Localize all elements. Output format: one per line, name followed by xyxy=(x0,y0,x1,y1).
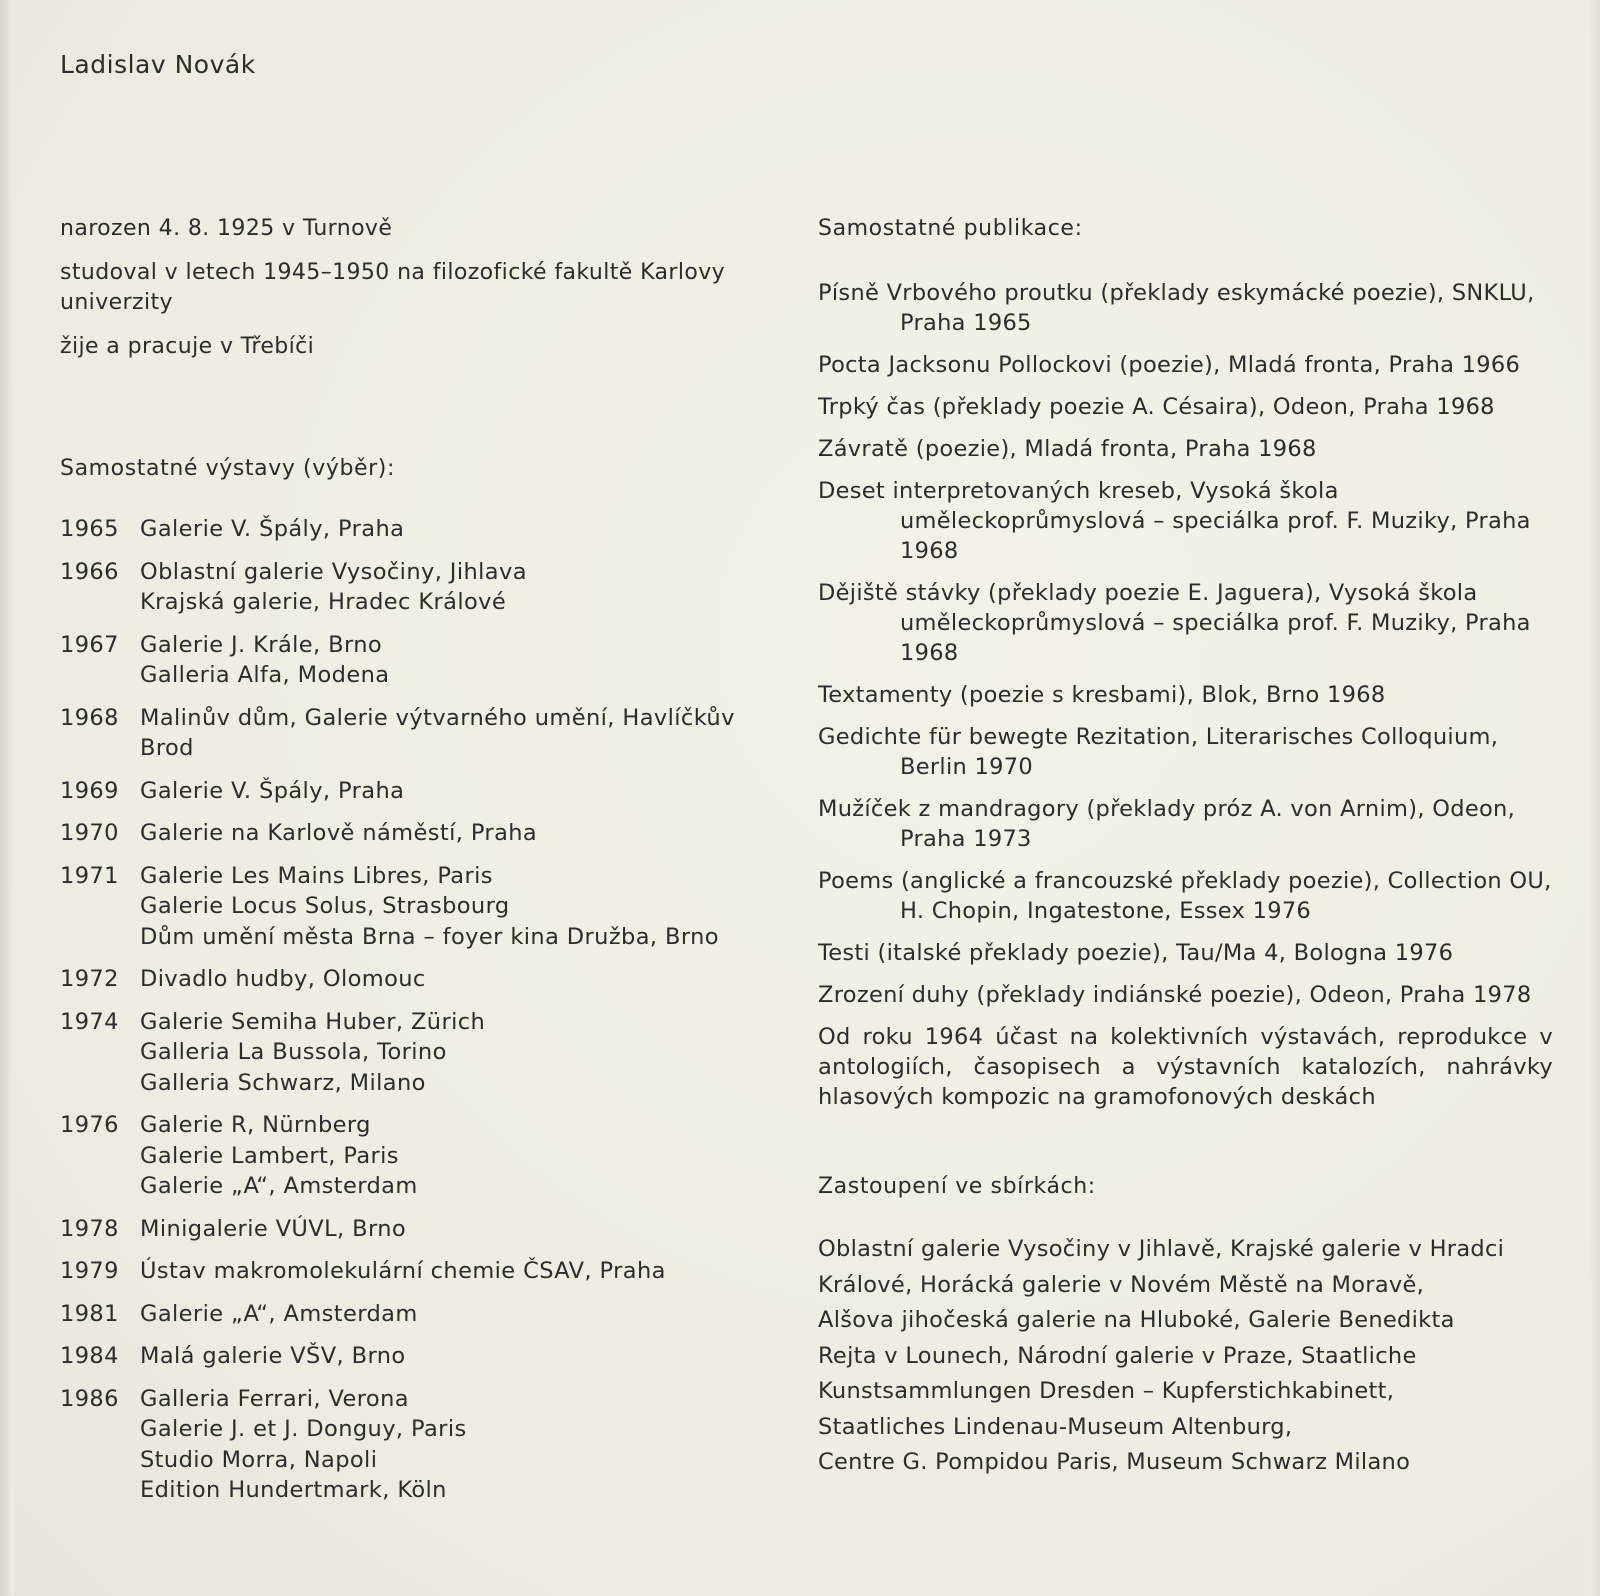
exhibition-row xyxy=(60,964,790,995)
exhibition-place: Galleria Ferrari, Verona xyxy=(140,1385,409,1412)
exhibition-place: Malá galerie VŠV, Brno xyxy=(140,1343,406,1369)
exhibition-places xyxy=(140,1299,790,1330)
publication-item: Textamenty (poezie s kresbami), Blok, Brno 1968 xyxy=(818,682,1386,708)
exhibition-year: 1966 xyxy=(60,558,119,585)
exhibition-year: 1971 xyxy=(60,862,119,889)
exhibition-place: Studio Morra, Napoli xyxy=(140,1446,378,1473)
exhibition-place: Galerie J. et J. Donguy, Paris xyxy=(140,1416,467,1442)
exhibition-row xyxy=(60,861,790,953)
exhibition-place: Galerie „A“, Amsterdam xyxy=(140,1300,418,1327)
collections-line: Rejta v Lounech, Národní galerie v Praze, Staatliche xyxy=(818,1342,1417,1369)
exhibition-year: 1981 xyxy=(60,1300,119,1327)
exhibition-places xyxy=(140,557,790,618)
left-column xyxy=(60,214,790,1518)
exhibition-year: 1969 xyxy=(60,777,119,804)
exhibition-place: Galerie R, Nürnberg xyxy=(140,1112,371,1138)
exhibitions-list xyxy=(60,514,790,1506)
exhibition-place: Dům umění města Brna – foyer kina Družba, Brno xyxy=(140,923,719,950)
right-column xyxy=(818,214,1553,1481)
publication-item: Poems (anglické a francouzské překlady poezie), Collection OU, H. Chopin, Ingatestone, Essex 1976 xyxy=(818,868,1552,924)
exhibition-year: 1970 xyxy=(60,820,119,846)
author-name: Ladislav Novák xyxy=(60,50,256,79)
exhibition-place: Galerie Lambert, Paris xyxy=(140,1142,399,1169)
exhibition-year: 1976 xyxy=(60,1112,119,1138)
exhibition-place: Galerie J. Krále, Brno xyxy=(140,631,383,658)
exhibition-year: 1984 xyxy=(60,1343,119,1369)
biography xyxy=(60,214,790,362)
collections-line: Králové, Horácká galerie v Novém Městě na Moravě, xyxy=(818,1271,1425,1298)
exhibition-places xyxy=(140,776,790,807)
exhibition-year: 1968 xyxy=(60,704,119,731)
publication-item: Deset interpretovaných kreseb, Vysoká škola uměleckoprůmyslová – speciálka prof. F. Muziky, Praha 1968 xyxy=(818,478,1531,564)
exhibition-places xyxy=(140,818,790,849)
exhibition-place: Divadlo hudby, Olomouc xyxy=(140,966,426,992)
exhibition-year: 1972 xyxy=(60,966,119,992)
exhibition-place: Malinův dům, Galerie výtvarného umění, Havlíčkův Brod xyxy=(140,704,735,761)
exhibition-row xyxy=(60,703,790,764)
bio-lives: žije a pracuje v Třebíči xyxy=(60,334,315,359)
collections-line: Oblastní galerie Vysočiny v Jihlavě, Krajské galerie v Hradci xyxy=(818,1236,1505,1262)
publication-item: Závratě (poezie), Mladá fronta, Praha 1968 xyxy=(818,436,1317,462)
exhibition-places xyxy=(140,1256,790,1287)
exhibition-row xyxy=(60,1214,790,1245)
bio-born: narozen 4. 8. 1925 v Turnově xyxy=(60,216,393,241)
exhibition-place: Galleria Schwarz, Milano xyxy=(140,1069,426,1096)
exhibition-places xyxy=(140,630,790,691)
exhibition-row xyxy=(60,1007,790,1099)
exhibition-year: 1967 xyxy=(60,631,119,658)
exhibition-year: 1986 xyxy=(60,1385,119,1412)
exhibition-row xyxy=(60,514,790,545)
exhibition-places xyxy=(140,1214,790,1245)
exhibition-places xyxy=(140,861,790,953)
exhibition-place: Ústav makromolekulární chemie ČSAV, Praha xyxy=(140,1258,666,1284)
publications-list xyxy=(818,278,1553,1010)
exhibition-place: Oblastní galerie Vysočiny, Jihlava xyxy=(140,558,527,585)
exhibition-row xyxy=(60,1256,790,1287)
page-spine-shadow xyxy=(0,0,14,1596)
exhibition-row xyxy=(60,776,790,807)
exhibition-place: Galleria La Bussola, Torino xyxy=(140,1039,447,1065)
exhibition-row xyxy=(60,557,790,618)
exhibition-places xyxy=(140,1007,790,1099)
exhibition-row xyxy=(60,818,790,849)
exhibition-row xyxy=(60,1341,790,1372)
page-edge-shadow xyxy=(1590,0,1600,1596)
publication-item: Gedichte für bewegte Rezitation, Literarisches Colloquium, Berlin 1970 xyxy=(818,724,1499,780)
exhibition-place: Galleria Alfa, Modena xyxy=(140,662,390,688)
exhibition-place: Galerie Les Mains Libres, Paris xyxy=(140,862,493,889)
publication-item: Písně Vrbového proutku (překlady eskymácké poezie), SNKLU, Praha 1965 xyxy=(818,280,1535,336)
exhibition-place: Galerie V. Špály, Praha xyxy=(140,516,405,542)
bio-studied: studoval v letech 1945–1950 na filozofické fakultě Karlovy univerzity xyxy=(60,260,726,315)
exhibition-row xyxy=(60,1299,790,1330)
exhibition-places xyxy=(140,703,790,764)
exhibition-places xyxy=(140,1384,790,1506)
publication-item: Mužíček z mandragory (překlady próz A. von Arnim), Odeon, Praha 1973 xyxy=(818,796,1516,852)
exhibition-place: Minigalerie VÚVL, Brno xyxy=(140,1215,407,1242)
collections-line: Staatliches Lindenau-Museum Altenburg, xyxy=(818,1413,1293,1440)
publications-heading: Samostatné publikace: xyxy=(818,216,1083,241)
exhibition-places xyxy=(140,964,790,995)
exhibition-year: 1978 xyxy=(60,1215,119,1242)
collections-line: Alšova jihočeská galerie na Hluboké, Galerie Benedikta xyxy=(818,1307,1455,1333)
exhibition-places xyxy=(140,1341,790,1372)
collections-text xyxy=(818,1232,1553,1481)
exhibition-places xyxy=(140,1110,790,1202)
exhibition-row xyxy=(60,1384,790,1506)
publication-item: Testi (italské překlady poezie), Tau/Ma 4, Bologna 1976 xyxy=(818,940,1454,966)
exhibition-place: Galerie Semiha Huber, Zürich xyxy=(140,1008,486,1035)
exhibition-place: Galerie „A“, Amsterdam xyxy=(140,1173,418,1199)
exhibition-place: Galerie Locus Solus, Strasbourg xyxy=(140,893,510,919)
exhibition-year: 1979 xyxy=(60,1258,119,1284)
exhibition-places xyxy=(140,514,790,545)
publications-note: Od roku 1964 účast na kolektivních výstavách, reprodukce v antologiích, časopisech a výstavních katalozích, nahrávky hlasových kompozic na gramofonových deskách xyxy=(818,1024,1553,1110)
collections-line: Centre G. Pompidou Paris, Museum Schwarz Milano xyxy=(818,1449,1411,1475)
exhibition-row xyxy=(60,630,790,691)
exhibitions-heading: Samostatné výstavy (výběr): xyxy=(60,456,396,481)
collections-heading: Zastoupení ve sbírkách: xyxy=(818,1174,1096,1199)
publication-item: Pocta Jacksonu Pollockovi (poezie), Mladá fronta, Praha 1966 xyxy=(818,352,1521,378)
exhibition-place: Galerie na Karlově náměstí, Praha xyxy=(140,820,538,846)
exhibition-place: Galerie V. Špály, Praha xyxy=(140,777,405,804)
exhibition-row xyxy=(60,1110,790,1202)
exhibition-place: Krajská galerie, Hradec Králové xyxy=(140,589,507,615)
publication-item: Trpký čas (překlady poezie A. Césaira), Odeon, Praha 1968 xyxy=(818,394,1495,420)
collections-line: Kunstsammlungen Dresden – Kupferstichkabinett, xyxy=(818,1378,1395,1404)
exhibition-place: Edition Hundertmark, Köln xyxy=(140,1477,447,1503)
publication-item: Dějiště stávky (překlady poezie E. Jaguera), Vysoká škola uměleckoprůmyslová – speciálka prof. F. Muziky, Praha 1968 xyxy=(818,580,1531,666)
publication-item: Zrození duhy (překlady indiánské poezie), Odeon, Praha 1978 xyxy=(818,982,1532,1008)
exhibition-year: 1974 xyxy=(60,1008,119,1035)
exhibition-year: 1965 xyxy=(60,516,119,542)
